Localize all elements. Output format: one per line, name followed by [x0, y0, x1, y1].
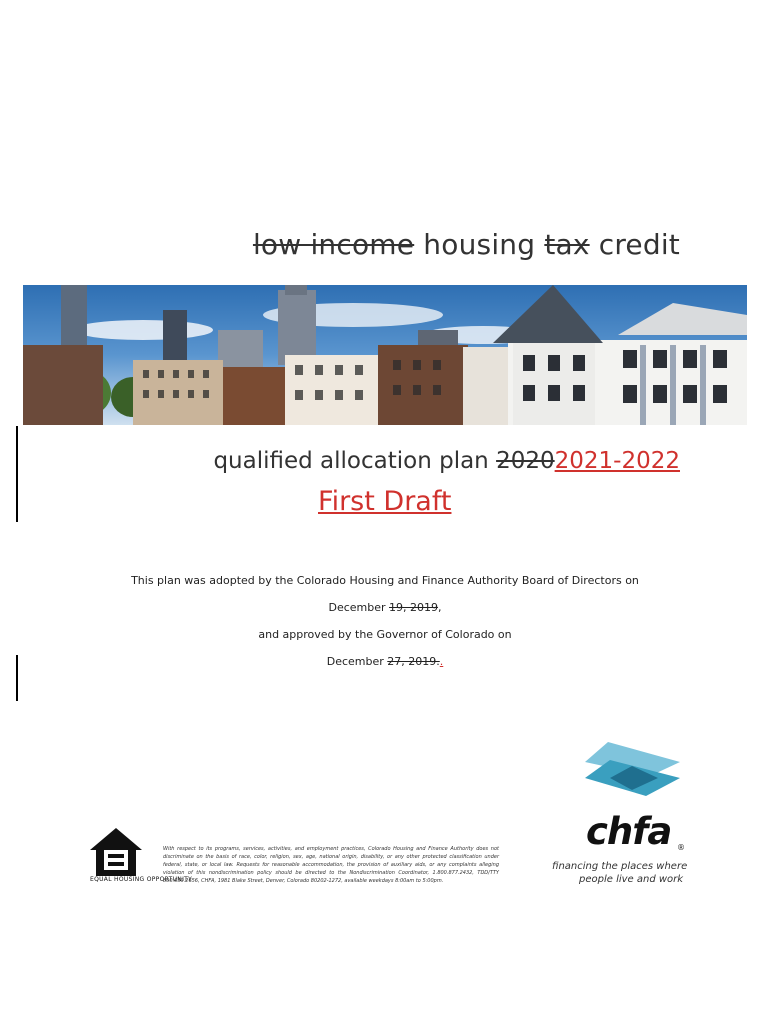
- document-title: [0, 228, 680, 261]
- tagline-line-1: financing the places where: [552, 861, 688, 872]
- tagline-line-2: people live and work: [579, 874, 684, 885]
- draft-label: First Draft: [318, 486, 452, 517]
- adoption-line-2: [0, 601, 770, 614]
- adoption-line-3: and approved by the Governor of Colorado on: [258, 628, 512, 641]
- nondiscrimination-disclaimer: With respect to its programs, services, activities, and employment practices, Colorado Housing and Finance Authority does not discriminate on the basis of race, color, religion, sex, age, national origin, disability, or any other protected classification under federal, state, or local law. Requests for reasonable accommodation, the provision of auxiliary aids, or any complaints alleging violation of this nondiscrimination policy should be directed to the Nondiscrimination Coordinator, 1.800.877.2432, TDD/TTY 800.659.2656, CHFA, 1981 Blake Street, Denver, Colorado 80202-1272, available weekdays 8:00am to 5:00pm.: [163, 846, 499, 885]
- approval-date-struck: 27, 2019.: [387, 655, 440, 668]
- document-subtitle: [0, 448, 680, 474]
- adoption-date-struck: 19, 2019: [389, 601, 439, 614]
- approval-insert-mark: .: [439, 655, 444, 668]
- title-struck-text-2: tax: [544, 228, 590, 261]
- city-skyline-photo: [23, 285, 747, 425]
- adoption-date-suffix: ,: [438, 601, 442, 614]
- title-struck-text: low income: [252, 228, 415, 261]
- eho-text: EQUAL HOUSING OPPORTUNITY: [90, 876, 193, 883]
- adoption-line-1: This plan was adopted by the Colorado Housing and Finance Authority Board of Directors on: [131, 574, 639, 587]
- title-text: housing: [414, 228, 545, 261]
- registered-mark: ®: [677, 843, 685, 852]
- subtitle-text: qualified allocation plan: [213, 448, 497, 474]
- revision-bar: [16, 426, 18, 522]
- adoption-date-prefix: December: [328, 601, 390, 614]
- title-text-2: credit: [589, 228, 680, 261]
- chfa-tagline: [552, 860, 692, 886]
- adoption-line-4: [0, 655, 770, 668]
- subtitle-struck-year: 2020: [496, 448, 555, 474]
- approval-date-prefix: December: [326, 655, 388, 668]
- chfa-logo-icon: [580, 740, 684, 812]
- chfa-wordmark: chfa: [586, 810, 672, 853]
- subtitle-inserted-year: 2021-2022: [554, 448, 680, 474]
